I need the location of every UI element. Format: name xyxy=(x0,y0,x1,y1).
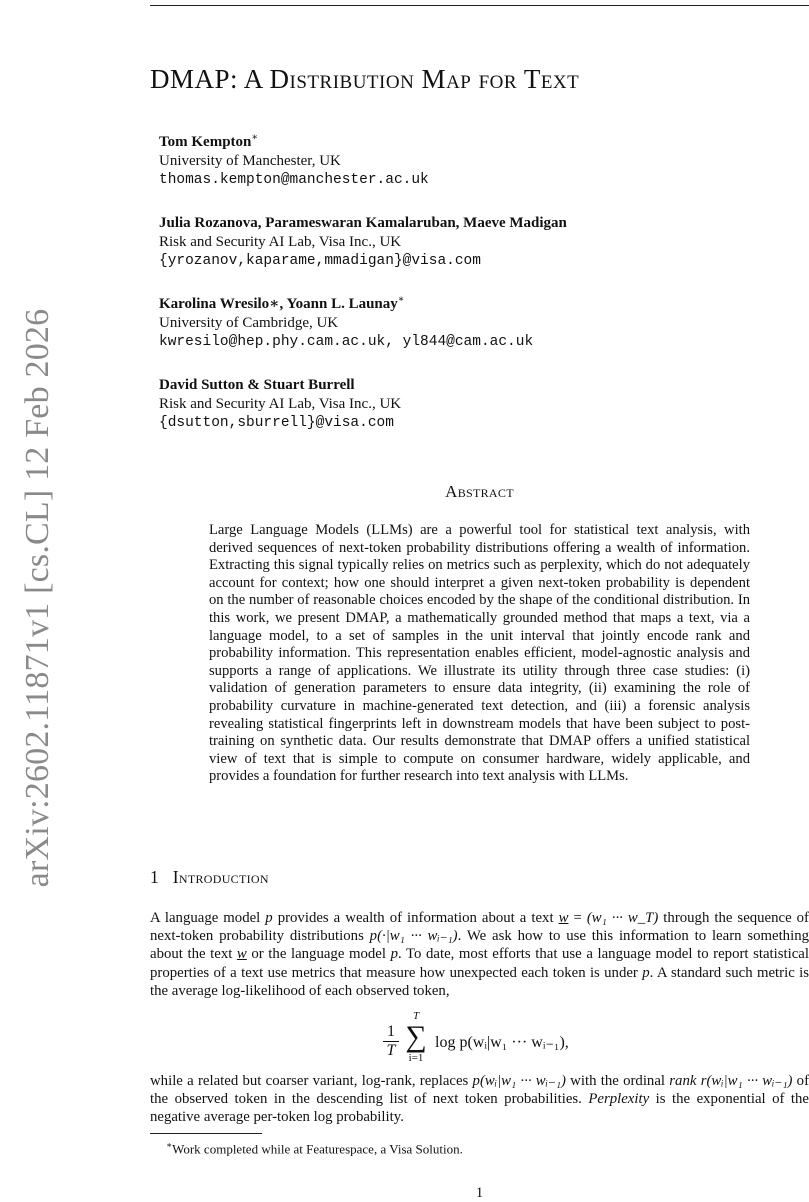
author-affiliation: Risk and Security AI Lab, Visa Inc., UK xyxy=(159,396,402,412)
author-block xyxy=(159,209,779,271)
author-names: Tom Kempton∗ xyxy=(159,132,259,150)
author-mark: ∗ xyxy=(397,294,405,305)
equation-fraction: 1 T xyxy=(383,1023,399,1060)
section-title: Introduction xyxy=(172,867,269,887)
footnote-mark: ∗ xyxy=(166,1140,173,1150)
abstract-heading: Abstract xyxy=(445,482,514,501)
author-email[interactable]: {yrozanov,kaparame,mmadigan}@visa.com xyxy=(159,253,481,269)
abstract-body: Large Language Models (LLMs) are a powerful tool for statistical text analysis, with derived sequences of next-token probability distributions offering a wealth of information. Extracting this signal typically relies on metrics such as perplexity, which do not adequately account for context; how one should interpret a given next-token probability is dependent on the number of reasonable choices encoded by the shape of the conditional distribution. In this work, we present DMAP, a mathematically grounded method that maps a text, via a language model, to a set of samples in the unit interval that jointly encode rank and probability information. This representation enables efficient, model-agnostic analysis and supports a range of applications. We illustrate its utility through three case studies: (i) validation of generation parameters to ensure data integrity, (ii) examining the role of probability curvature in machine-generated text detection, and (iii) a forensic analysis revealing statistical fingerprints left in downstream models that have been subject to post-training on synthetic data. Our results demonstrate that DMAP offers a unified statistical view of text that is simple to compute on consumer hardware, widely applicable, and provides a foundation for further research into text analysis with LLMs. xyxy=(209,522,750,785)
author-affiliation: University of Cambridge, UK xyxy=(159,315,339,331)
equation-term: log p(wᵢ|w₁ ··· wᵢ₋₁), xyxy=(435,1034,569,1051)
author-names: Julia Rozanova, Parameswaran Kamalaruban, Maeve Madigan xyxy=(159,215,567,231)
author-email[interactable]: thomas.kempton@manchester.ac.uk xyxy=(159,172,429,188)
math-cond-dist: p(·|w₁ ··· wᵢ₋₁) xyxy=(369,928,458,945)
top-rule xyxy=(150,5,809,6)
author-email[interactable]: {dsutton,sburrell}@visa.com xyxy=(159,415,394,431)
math-rank-fn: r(wᵢ|w₁ ··· wᵢ₋₁) xyxy=(700,1073,793,1089)
author-affiliation: University of Manchester, UK xyxy=(159,153,341,169)
footnote xyxy=(166,1140,463,1157)
author-names: Karolina Wresilo∗, Yoann L. Launay∗ xyxy=(159,294,405,312)
author-affiliation: Risk and Security AI Lab, Visa Inc., UK xyxy=(159,234,402,250)
summation-symbol: T ∑ i=1 xyxy=(405,1010,427,1064)
footnote-text: Work completed while at Featurespace, a Visa Solution. xyxy=(172,1141,463,1157)
math-p: p xyxy=(265,910,273,926)
footnote-rule xyxy=(150,1133,262,1134)
paper-title-text: DMAP: A Distribution Map for Text xyxy=(150,64,580,94)
intro-paragraph-1: A language model p provides a wealth of information about a text w = (w₁ ··· w_T) through the sequence of next-token probability distributions p(·|w₁ ··· wᵢ₋₁). We ask how to use this information to learn something about the text w or the language model p. To date, most efforts that use a language model to report statistical properties of a text use metrics that measure how unexpected each token is under p. A standard such metric is the average log-likelihood of each observed token, xyxy=(150,910,809,999)
page-number: 1 xyxy=(475,1185,484,1201)
author-block xyxy=(159,128,779,190)
math-w: w xyxy=(236,946,247,963)
math-w: w xyxy=(558,910,569,926)
author-block xyxy=(159,290,779,352)
math-w-sequence: (w₁ ··· w_T) xyxy=(586,910,659,926)
arxiv-identifier: arXiv:2602.11871v1 [cs.CL] 12 Feb 2026 xyxy=(19,308,56,888)
author-email[interactable]: kwresilo@hep.phy.cam.ac.uk, yl844@cam.ac.uk xyxy=(159,334,534,350)
math-p: p xyxy=(642,964,650,981)
author-block xyxy=(159,371,779,433)
section-number: 1 xyxy=(150,867,159,887)
section-heading xyxy=(150,867,269,888)
author-names: David Sutton & Stuart Burrell xyxy=(159,377,355,393)
intro-paragraph-2: while a related but coarser variant, log-rank, replaces p(wᵢ|w₁ ··· wᵢ₋₁) with the ordinal rank r(wᵢ|w₁ ··· wᵢ₋₁) of the observed token in the descending list of next token probabilities. Perplexity is the exponential of the negative average per-token log probability. xyxy=(150,1073,809,1126)
emph-rank: rank xyxy=(669,1073,697,1089)
paper-title xyxy=(150,64,579,95)
math-cond-prob: p(wᵢ|w₁ ··· wᵢ₋₁) xyxy=(472,1073,566,1089)
math-p: p xyxy=(390,946,398,963)
author-mark: ∗ xyxy=(251,132,259,143)
author-list xyxy=(159,128,779,452)
emph-perplexity: Perplexity xyxy=(588,1091,650,1108)
